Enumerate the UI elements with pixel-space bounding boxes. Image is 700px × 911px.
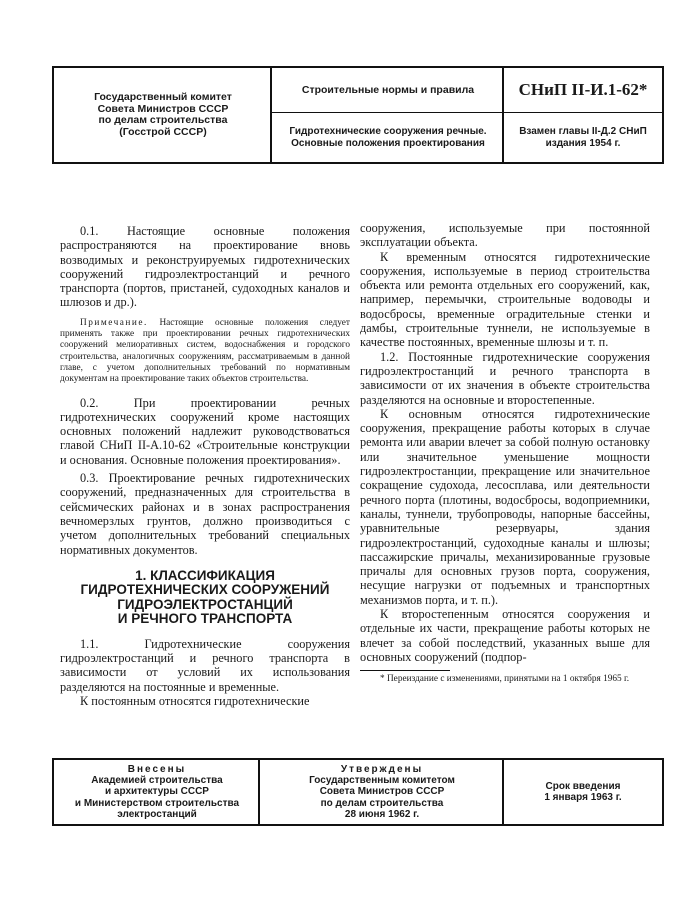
organization-line: (Госстрой СССР) <box>119 125 207 138</box>
paragraph-0-3: 0.3. Проектирование речных гидротехнических сооружений, предназначенных для строительства в сейсмических районах и в зонах распространения вечномерзлых грунтов, должно производиться с учетом дополнительных требований специальных нормативных документов. <box>60 471 350 557</box>
footnote: * Переиздание с изменениями, принятыми на 1 октября 1965 г. <box>380 674 630 685</box>
organization-line: Совета Министров СССР <box>97 102 229 115</box>
introduced-line: и архитектуры СССР <box>105 786 209 798</box>
paragraph-temporary: К временным относятся гидротехнические сооружения, используемые в период строительства объекта или ремонта отдельных его сооружений, как, например, перемычки, строительные водоводы и водосбросы, временные оградительные стенки и дамбы, строительные туннели, не используемые в качестве постоянных, временные шлюзы и т. п. <box>360 249 650 350</box>
section-title-line: И РЕЧНОГО ТРАНСПОРТА <box>117 611 293 627</box>
approved-title: Утверждены <box>340 763 424 775</box>
subject-line: Основные положения проектирования <box>291 137 485 149</box>
replaces-note <box>504 113 662 162</box>
paragraph-0-2: 0.2. При проектировании речных гидротехнических сооружений кроме настоящих основных положений надлежит руководствоваться главой СНиП II-А.10-62 «Строительные конструкции и основания. Основные положения проектирования». <box>60 395 350 467</box>
organization-line: Государственный комитет <box>94 91 232 103</box>
footnote-rule <box>360 670 450 671</box>
left-column <box>60 224 350 708</box>
effective-line: Срок введения <box>545 780 621 792</box>
approved-by-block <box>260 760 504 824</box>
section-title <box>60 569 350 627</box>
note-paragraph <box>60 318 350 386</box>
paragraph-main-structures: К основным относятся гидротехнические сооружения, прекращение работы которых в случае ремонта или аварии влечет за собой полную остановку или значительное уменьшение мощности гидроэлектростанции, прекращение или значительное сокращение судохода, лесосплава, или деятельности речного порта (плотины, водосбросы, водоприемники, каналы, туннели, трубопроводы, напорные бассейны, уравнительные резервуары, здания гидроэлектростанций, судоходные каналы и шлюзы; пассажирские причалы, механизированные грузовые причалы для основных грузов порта, сооружения, несущие нагрузки от подъемных и транспортных механизмов порта, и т. п.). <box>360 406 650 607</box>
replaces-line: Взамен главы II-Д.2 СНиП <box>519 126 647 137</box>
organization-line: по делам строительства <box>98 114 228 126</box>
document-series: Строительные нормы и правила <box>301 84 475 96</box>
paragraph-1-2: 1.2. Постоянные гидротехнические сооружения гидроэлектростанций и речного транспорта в зависимости от их значения в объекте строительства разделяются на основные и второстепенные. <box>360 349 650 407</box>
effective-line: 1 января 1963 г. <box>544 792 622 803</box>
effective-date-block <box>504 760 662 824</box>
introduced-line: электростанций <box>117 808 197 820</box>
paragraph-secondary-structures: К второстепенным относятся сооружения и отдельные их части, прекращение работы которых не влечет за собой последствий, указанных выше для основных сооружений (подпор- <box>360 607 650 664</box>
document-code: СНиП II-И.1-62* <box>518 80 648 99</box>
section-title-line: 1. КЛАССИФИКАЦИЯ <box>135 567 275 583</box>
approved-line: по делам строительства <box>320 797 444 809</box>
subject-line: Гидротехнические сооружения речные. <box>289 126 487 137</box>
introduced-by-block <box>54 760 260 824</box>
replaces-line: издания 1954 г. <box>545 137 621 149</box>
introduced-title: Внесены <box>127 763 187 775</box>
section-title-line: ГИДРОЭЛЕКТРОСТАНЦИЙ <box>117 596 293 612</box>
paragraph-permanent-start: К постоянным относятся гидротехнические <box>80 694 310 709</box>
paragraph-permanent-continued: сооружения, используемые при постоянной эксплуатации объекта. <box>360 221 650 250</box>
approved-line: Совета Министров СССР <box>319 786 445 798</box>
note-text: Настоящие основные положения следует применять также при проектировании речных гидротехнических сооружений мелиоративных систем, водоснабжения и городского строительства, аналогичных сооружениям, рассматриваемым в данной главе, с учетом дополнительных требований по нормативным документам на проектирование таких объектов строительства. <box>60 317 350 385</box>
document-footer <box>52 758 664 826</box>
approved-line: 28 июня 1962 г. <box>344 808 420 820</box>
document-header <box>52 66 664 164</box>
paragraph-0-1: 0.1. Настоящие основные положения распространяются на проектирование вновь возводимых и реконструируемых гидротехнических сооружений гидроэлектростанций и речного транспорта (портов, пристаней, судоходных каналов и шлюзов и др.). <box>60 224 350 310</box>
document-subject <box>272 113 504 162</box>
introduced-line: и Министерством строительства <box>74 797 240 809</box>
paragraph-1-1: 1.1. Гидротехнические сооружения гидроэлектростанций и речного транспорта в зависимости от условий их использования разделяются на постоянные и временные. <box>60 636 350 694</box>
approved-line: Государственным комитетом <box>309 775 455 787</box>
right-column <box>360 221 650 685</box>
section-title-line: ГИДРОТЕХНИЧЕСКИХ СООРУЖЕНИЙ <box>80 582 330 598</box>
issuing-organization <box>54 68 272 162</box>
note-label: Примечание. <box>80 317 148 328</box>
introduced-line: Академией строительства <box>91 775 223 787</box>
